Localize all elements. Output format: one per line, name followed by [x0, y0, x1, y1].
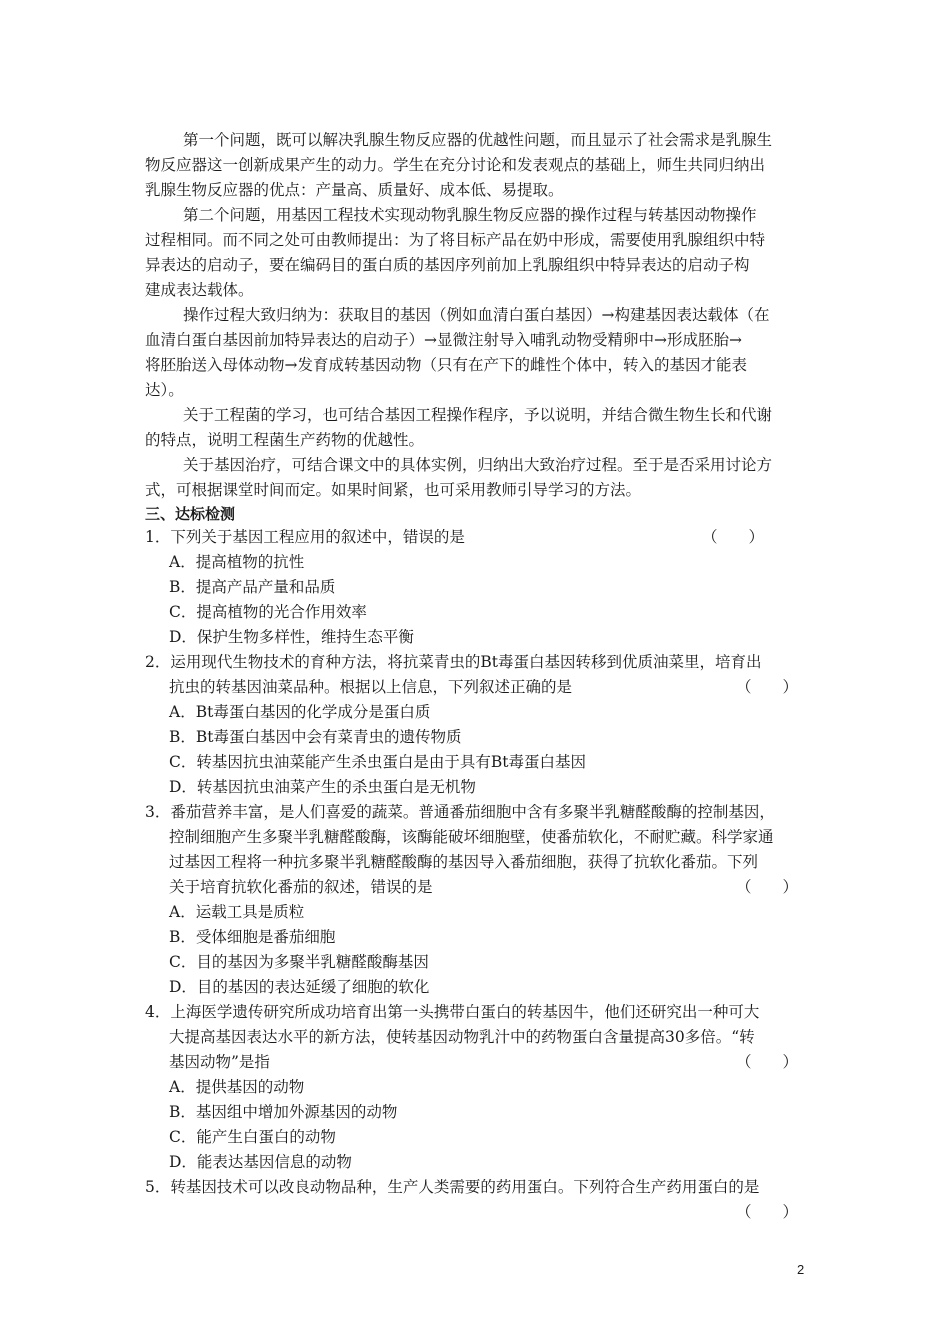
option-d: D．目的基因的表达延缓了细胞的软化: [169, 978, 430, 996]
question: [145, 800, 810, 1000]
paragraph: [145, 128, 810, 203]
question-stem-row: [145, 675, 810, 700]
answer-blank: （ ）: [735, 878, 798, 896]
question-stem-row: [145, 1050, 810, 1075]
section-heading: 三、达标检测: [145, 505, 236, 523]
paragraph: [145, 203, 810, 303]
question-stem: 1．下列关于基因工程应用的叙述中，错误的是: [145, 528, 465, 546]
text-line: 建成表达载体。: [145, 281, 254, 299]
text-line: 将胚胎送入母体动物→发育成转基因动物（只有在产下的雌性个体中，转入的基因才能表: [145, 356, 747, 374]
text-line: 过程相同。而不同之处可由教师提出：为了将目标产品在奶中形成，需要使用乳腺组织中特: [145, 231, 766, 249]
option-b: B．基因组中增加外源基因的动物: [169, 1103, 398, 1121]
text-line: 第二个问题，用基因工程技术实现动物乳腺生物反应器的操作过程与转基因动物操作: [183, 206, 757, 224]
option-b: B．Bt毒蛋白基因中会有菜青虫的遗传物质: [169, 728, 462, 746]
text-line: 达）。: [145, 381, 184, 399]
question: [145, 1175, 810, 1225]
option-d: D．能表达基因信息的动物: [169, 1153, 352, 1171]
question-stem: 2．运用现代生物技术的育种方法，将抗菜青虫的Bt毒蛋白基因转移到优质油菜里，培育出: [145, 653, 762, 671]
question: [145, 1000, 810, 1175]
option-a: A．提供基因的动物: [169, 1078, 305, 1096]
question-stem: 关于培育抗软化番茄的叙述，错误的是: [169, 878, 433, 896]
option-d: D．转基因抗虫油菜产生的杀虫蛋白是无机物: [169, 778, 476, 796]
question-stem: 4．上海医学遗传研究所成功培育出第一头携带白蛋白的转基因牛，他们还研究出一种可大: [145, 1003, 760, 1021]
option-a: A．提高植物的抗性: [169, 553, 305, 571]
question-stem: 基因动物”是指: [169, 1053, 270, 1071]
question: [145, 525, 810, 650]
answer-blank: （ ）: [701, 528, 764, 546]
option-c: C．提高植物的光合作用效率: [169, 603, 367, 621]
option-c: C．能产生白蛋白的动物: [169, 1128, 336, 1146]
question-stem: 3．番茄营养丰富，是人们喜爱的蔬菜。普通番茄细胞中含有多聚半乳糖醛酸酶的控制基因，: [145, 803, 775, 821]
option-a: A．运载工具是质粒: [169, 903, 305, 921]
paragraph: [145, 303, 810, 403]
answer-blank: （ ）: [735, 1203, 798, 1221]
question: [145, 650, 810, 800]
option-c: C．目的基因为多聚半乳糖醛酸酶基因: [169, 953, 429, 971]
question-stem-row: [145, 875, 810, 900]
option-b: B．受体细胞是番茄细胞: [169, 928, 336, 946]
question-stem: 5．转基因技术可以改良动物品种，生产人类需要的药用蛋白。下列符合生产药用蛋白的是: [145, 1178, 760, 1196]
page-number: 2: [797, 1262, 805, 1277]
paragraph: [145, 453, 810, 503]
option-a: A．Bt毒蛋白基因的化学成分是蛋白质: [169, 703, 431, 721]
text-line: 第一个问题，既可以解决乳腺生物反应器的优越性问题，而且显示了社会需求是乳腺生: [183, 131, 773, 149]
text-line: 的特点，说明工程菌生产药物的优越性。: [145, 431, 425, 449]
text-line: 物反应器这一创新成果产生的动力。学生在充分讨论和发表观点的基础上，师生共同归纳出: [145, 156, 766, 174]
text-line: 乳腺生物反应器的优点：产量高、质量好、成本低、易提取。: [145, 181, 564, 199]
text-line: 关于工程菌的学习，也可结合基因工程操作程序，予以说明，并结合微生物生长和代谢: [183, 406, 773, 424]
paragraph: [145, 403, 810, 453]
option-d: D．保护生物多样性，维持生态平衡: [169, 628, 414, 646]
option-b: B．提高产品产量和品质: [169, 578, 336, 596]
question-stem: 抗虫的转基因油菜品种。根据以上信息，下列叙述正确的是: [169, 678, 573, 696]
answer-blank: （ ）: [735, 678, 798, 696]
question-stem: 过基因工程将一种抗多聚半乳糖醛酸酶的基因导入番茄细胞，获得了抗软化番茄。下列: [169, 853, 759, 871]
text-line: 关于基因治疗，可结合课文中的具体实例，归纳出大致治疗过程。至于是否采用讨论方: [183, 456, 773, 474]
text-line: 血清白蛋白基因前加特异表达的启动子）→显微注射导入哺乳动物受精卵中→形成胚胎→: [145, 331, 742, 349]
question-stem-row: [145, 525, 810, 550]
page-content: [145, 128, 810, 1225]
text-line: 异表达的启动子，要在编码目的蛋白质的基因序列前加上乳腺组织中特异表达的启动子构: [145, 256, 750, 274]
question-stem-row: [145, 1200, 810, 1225]
answer-blank: （ ）: [735, 1053, 798, 1071]
option-c: C．转基因抗虫油菜能产生杀虫蛋白是由于具有Bt毒蛋白基因: [169, 753, 586, 771]
text-line: 式，可根据课堂时间而定。如果时间紧，也可采用教师引导学习的方法。: [145, 481, 642, 499]
text-line: 操作过程大致归纳为：获取目的基因（例如血清白蛋白基因）→构建基因表达载体（在: [183, 306, 770, 324]
question-stem: 控制细胞产生多聚半乳糖醛酸酶，该酶能破坏细胞壁，使番茄软化，不耐贮藏。科学家通: [169, 828, 774, 846]
question-stem: 大提高基因表达水平的新方法，使转基因动物乳汁中的药物蛋白含量提高30多倍。“转: [169, 1028, 755, 1046]
